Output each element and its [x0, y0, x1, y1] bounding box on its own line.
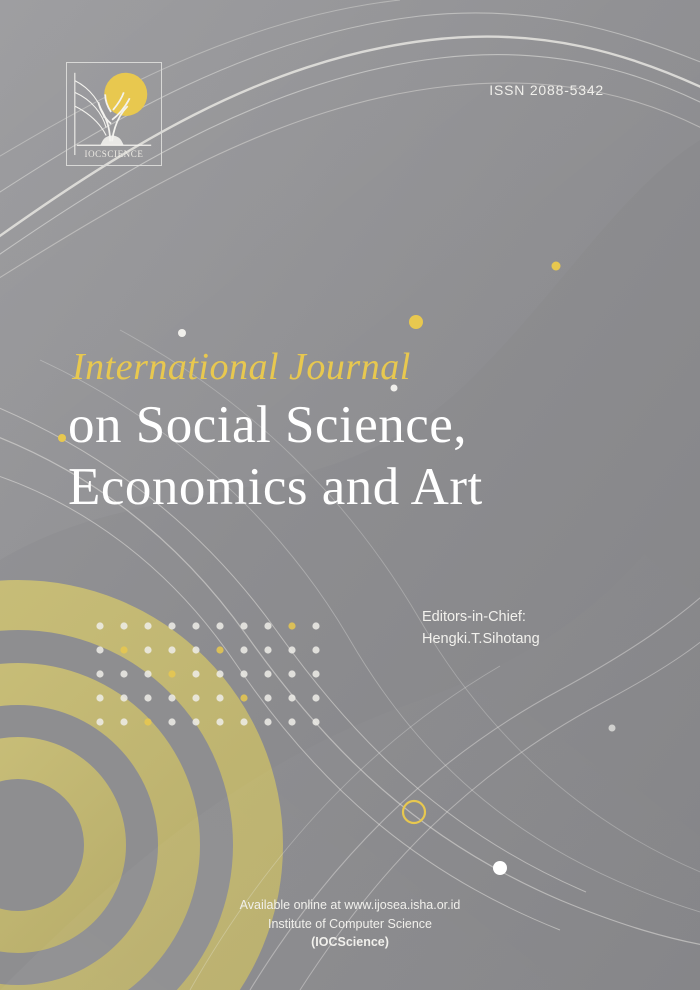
publisher-logo [66, 62, 162, 166]
issn-text: ISSN 2088-5342 [489, 82, 604, 98]
logo-caption: IOCSCIENCE [84, 149, 144, 159]
journal-title-line3: Economics and Art [68, 458, 483, 517]
footer-publisher: (IOCScience) [311, 935, 389, 950]
journal-title-line1: International Journal [72, 346, 411, 388]
editors-block [422, 606, 652, 651]
editors-label: Editors-in-Chief: [422, 609, 526, 625]
journal-title-line2: on Social Science, [68, 395, 468, 454]
editor-in-chief-name: Hengki.T.Sihotang [422, 631, 540, 648]
footer-institute: Institute of Computer Science [268, 916, 432, 931]
footer-availability: Available online at www.ijosea.isha.or.id [239, 897, 461, 912]
title-block [68, 348, 648, 519]
footer-block [0, 896, 700, 952]
